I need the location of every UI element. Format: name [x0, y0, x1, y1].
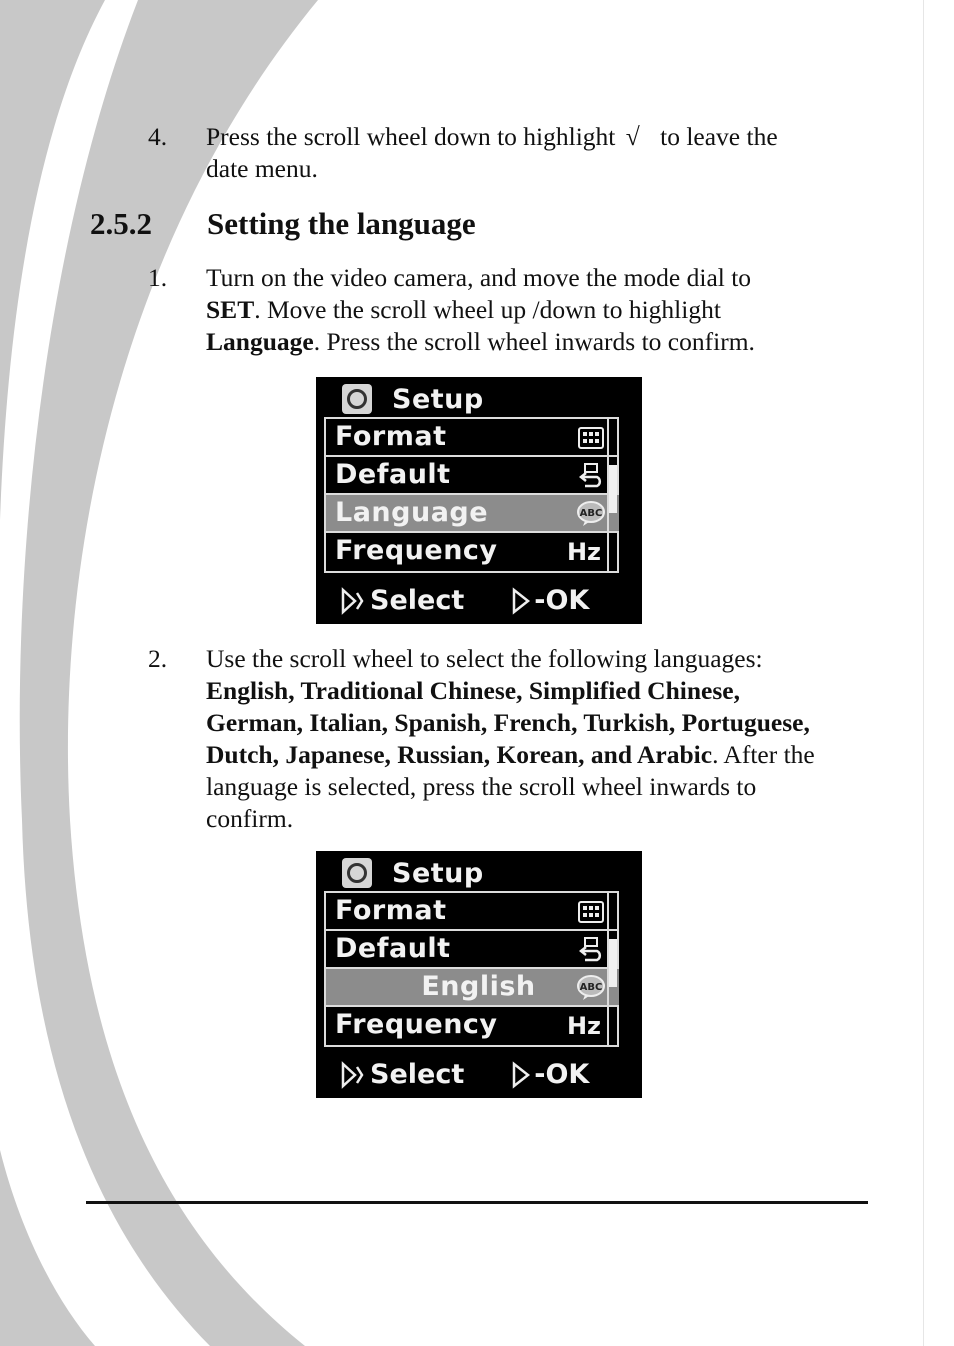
- setup-screen-english: [316, 851, 642, 1098]
- step-text-part: confirm.: [206, 804, 294, 833]
- menu-row-label: Frequency: [335, 1009, 498, 1040]
- step-text: [206, 121, 866, 185]
- menu-row-label: Format: [335, 421, 447, 452]
- menu-row-label: English: [421, 971, 536, 1002]
- menu-row-label: Default: [335, 933, 451, 964]
- section-title: Setting the language: [207, 206, 476, 241]
- footer-ok-label: -OK: [534, 1059, 590, 1090]
- step-text-part: . Press the scroll wheel inwards to confirm.: [313, 327, 755, 356]
- step-text-part: . After the: [712, 740, 815, 769]
- footer-ok-label: -OK: [534, 585, 590, 616]
- screen-title: Setup: [392, 857, 484, 889]
- scrollbar-thumb: [609, 939, 617, 987]
- step-text: [206, 262, 866, 358]
- screen-header: [342, 855, 484, 891]
- gear-icon: [342, 858, 372, 888]
- menu-row-frequency: [326, 533, 619, 571]
- step-number: 1.: [148, 263, 168, 292]
- menu-row-format: [326, 893, 619, 931]
- scrollbar-thumb: [609, 465, 617, 513]
- step-number: 4.: [148, 122, 168, 151]
- reset-icon: [577, 462, 605, 488]
- step-text-part: . Move the scroll wheel up /down to highlight: [254, 295, 721, 324]
- menu-scrollbar: [607, 893, 617, 1045]
- svg-text:ABC: ABC: [579, 982, 603, 993]
- menu-scrollbar: [607, 419, 617, 571]
- hz-label: Hz: [566, 1012, 601, 1040]
- reset-icon: [577, 936, 605, 962]
- menu-row-label: Frequency: [335, 535, 498, 566]
- step-text: [206, 643, 866, 835]
- menu-row-label: Format: [335, 895, 447, 926]
- step-text-part: Press the scroll wheel down to highlight: [206, 122, 616, 151]
- footer-select-label: Select: [370, 585, 465, 616]
- language-abc-icon: [577, 974, 605, 1000]
- step-bold-term: Language: [206, 327, 314, 356]
- scroll-wheel-icon: [340, 1061, 364, 1089]
- step-number: 2.: [148, 644, 168, 673]
- footer-ok: [510, 1058, 589, 1092]
- language-abc-icon: [577, 500, 605, 526]
- step-text-part: to leave the: [660, 122, 778, 151]
- step-bold-term: SET: [206, 295, 255, 324]
- hz-label: Hz: [566, 538, 601, 566]
- menu-row-frequency: [326, 1007, 619, 1045]
- screen-footer: [340, 1058, 589, 1092]
- footer-ok: [510, 584, 589, 618]
- menu-row-label: Language: [335, 497, 489, 528]
- step-text-part: language is selected, press the scroll wheel inwards to: [206, 772, 757, 801]
- format-icon: [577, 898, 605, 924]
- menu-row-format: [326, 419, 619, 457]
- setup-screen-language: [316, 377, 642, 624]
- press-icon: [510, 1061, 534, 1089]
- scroll-wheel-icon: [340, 587, 364, 615]
- step-text-part: Use the scroll wheel to select the following languages:: [206, 644, 763, 673]
- gear-icon: [342, 384, 372, 414]
- checkmark-symbol: √: [625, 122, 640, 151]
- menu-row-language: [326, 495, 619, 533]
- menu-list: [324, 417, 619, 573]
- footer-rule: [86, 1201, 868, 1204]
- step-bold-term: English, Traditional Chinese, Simplified Chinese,: [206, 676, 740, 705]
- press-icon: [510, 587, 534, 615]
- screen-footer: [340, 584, 589, 618]
- step-bold-term: Dutch, Japanese, Russian, Korean, and Arabic: [206, 740, 713, 769]
- menu-row-default: [326, 457, 619, 495]
- step-bold-term: German, Italian, Spanish, French, Turkish, Portuguese,: [206, 708, 810, 737]
- menu-row-label: Default: [335, 459, 451, 490]
- screen-header: [342, 381, 484, 417]
- screen-title: Setup: [392, 383, 484, 415]
- menu-row-default: [326, 931, 619, 969]
- page-edge-line: [923, 0, 924, 1346]
- step-text-part: Turn on the video camera, and move the mode dial to: [206, 263, 752, 292]
- section-number: 2.5.2: [90, 206, 152, 241]
- menu-row-language-english: [326, 969, 619, 1007]
- step-text-part: date menu.: [206, 154, 318, 183]
- format-icon: [577, 424, 605, 450]
- footer-select-label: Select: [370, 1059, 465, 1090]
- svg-text:ABC: ABC: [579, 508, 603, 519]
- menu-list: [324, 891, 619, 1047]
